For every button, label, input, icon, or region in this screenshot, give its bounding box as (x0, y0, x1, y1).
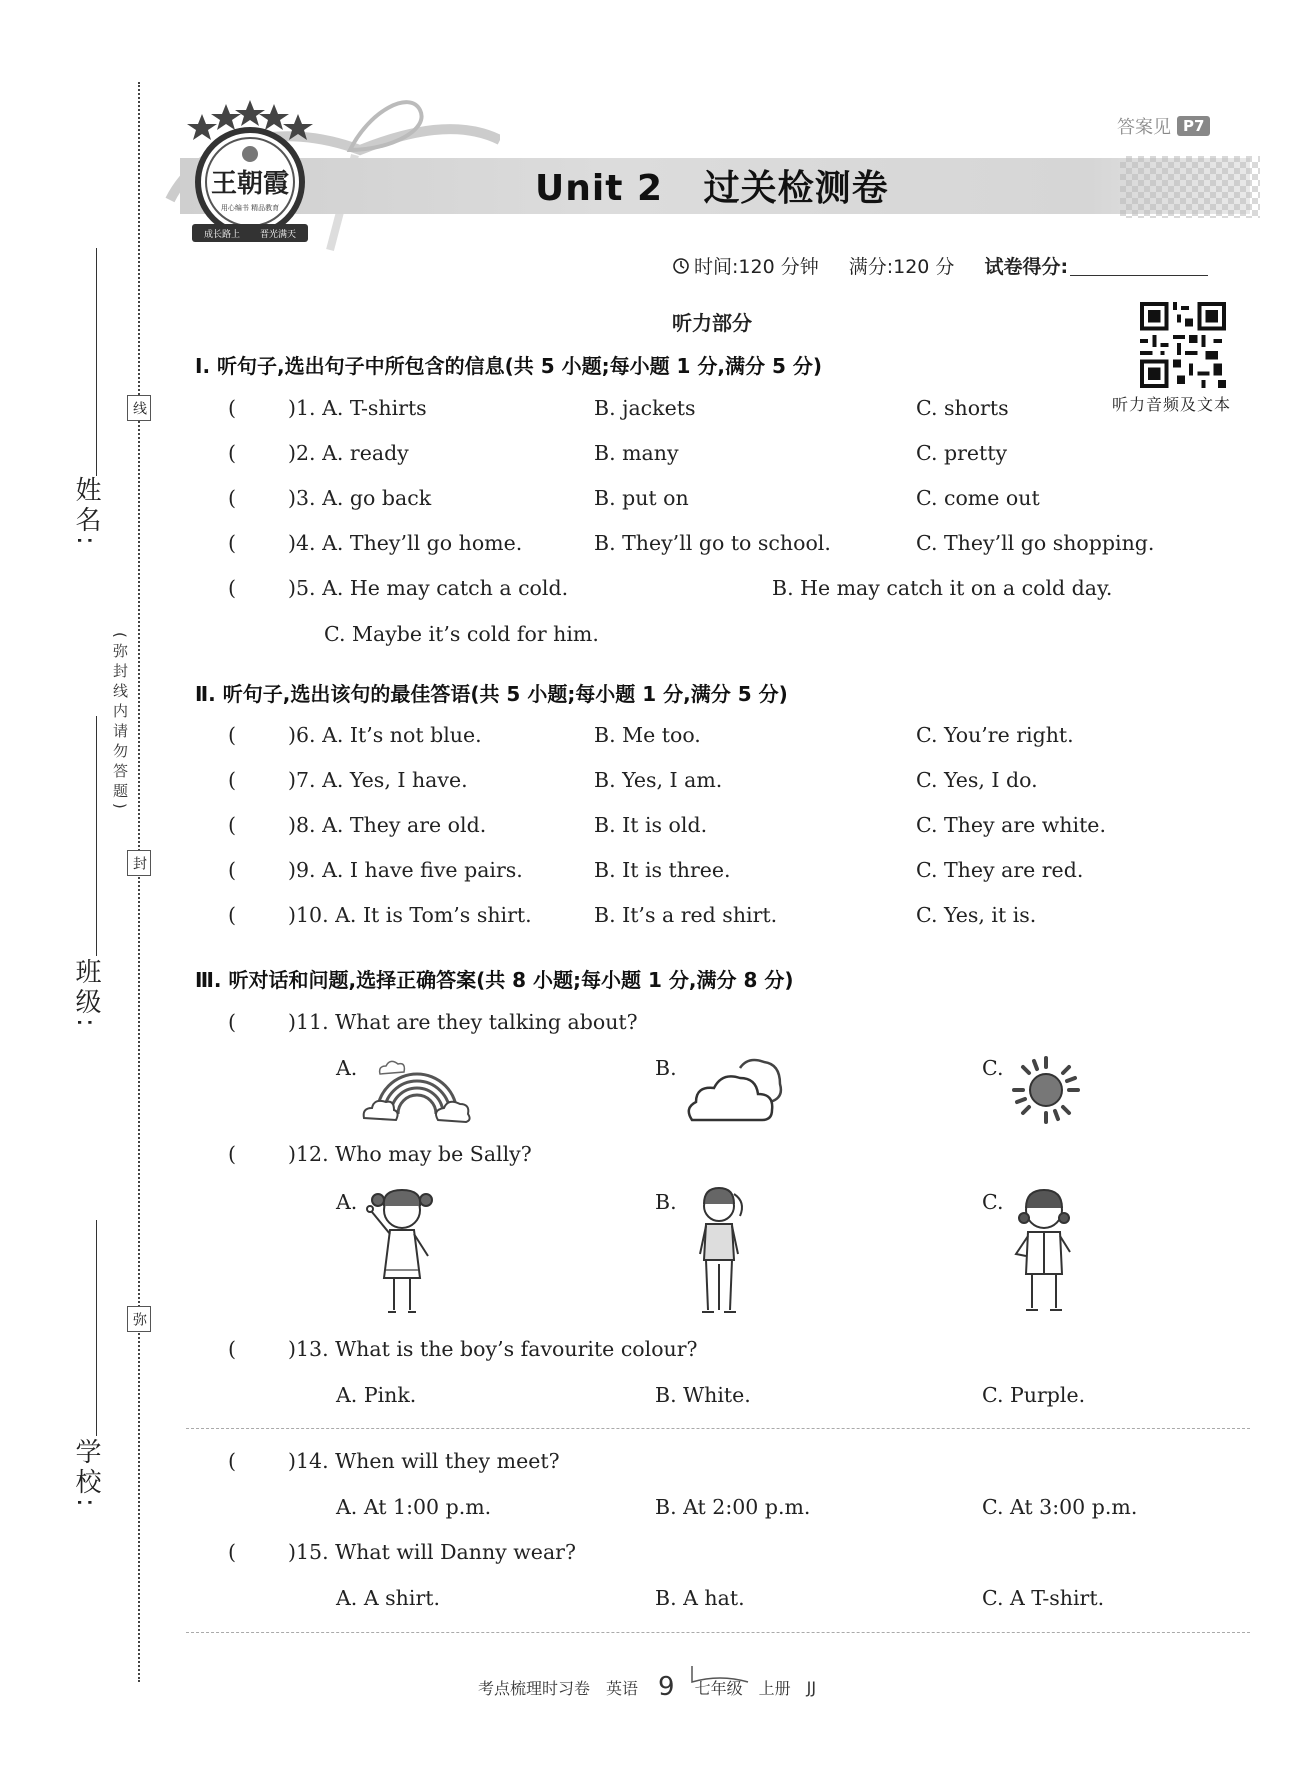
binding-note: (弥封线内请勿答题) (111, 632, 129, 814)
answer-blank[interactable]: ( (228, 441, 236, 465)
q12-option-b-label[interactable]: B. (655, 1190, 677, 1214)
q8-option-a[interactable]: )8. A. They are old. (288, 813, 487, 837)
answer-blank[interactable]: ( (228, 531, 236, 555)
footer-subject: 英语 (606, 1678, 639, 1698)
q11-question: )11. What are they talking about? (288, 1010, 638, 1034)
q15-question: )15. What will Danny wear? (288, 1540, 576, 1564)
q6-option-c[interactable]: C. You’re right. (916, 723, 1074, 747)
listening-part-title: 听力部分 (672, 311, 752, 335)
logo-sub1: 用心编书 精品教育 (220, 204, 280, 212)
q3-option-a[interactable]: )3. A. go back (288, 486, 432, 510)
q12-question: )12. Who may be Sally? (288, 1142, 532, 1166)
logo-sub3: 晋光满天 (259, 230, 297, 240)
seal-mark-seal: 封 (127, 850, 151, 876)
header-checker-pattern (1120, 156, 1260, 218)
answer-blank[interactable]: ( (228, 486, 236, 510)
answer-blank[interactable]: ( (228, 1142, 236, 1166)
exam-full-score: 满分:120 分 (848, 256, 955, 278)
cloud-icon[interactable] (684, 1054, 784, 1126)
exam-time: 时间:120 分钟 (694, 256, 819, 278)
section-1-title: Ⅰ. 听句子,选出句子中所包含的信息(共 5 小题;每小题 1 分,满分 5 分) (195, 354, 823, 378)
footer-edition: JJ (806, 1677, 817, 1697)
q14-option-b[interactable]: B. At 2:00 p.m. (655, 1495, 811, 1519)
answer-ref-text: 答案见 (1117, 117, 1171, 138)
q9-option-b[interactable]: B. It is three. (594, 858, 731, 882)
divider (186, 1428, 1250, 1429)
q1-option-b[interactable]: B. jackets (594, 396, 696, 420)
q12-option-a-label[interactable]: A. (336, 1190, 358, 1214)
publisher-logo (182, 96, 318, 246)
score-label: 试卷得分: (984, 256, 1069, 278)
answer-blank[interactable]: ( (228, 1010, 236, 1034)
girl-in-dress-icon[interactable] (362, 1182, 442, 1322)
rainbow-icon[interactable] (362, 1052, 472, 1126)
q8-option-b[interactable]: B. It is old. (594, 813, 708, 837)
girl-in-coat-icon[interactable] (1004, 1182, 1084, 1322)
q13-option-c[interactable]: C. Purple. (982, 1383, 1086, 1407)
school-label: 学校: (71, 1438, 101, 1511)
answer-blank[interactable]: ( (228, 1337, 236, 1361)
q13-option-a[interactable]: A. Pink. (336, 1383, 417, 1407)
footer-grade: 七年级 (694, 1678, 743, 1698)
answer-blank[interactable]: ( (228, 723, 236, 747)
answer-ref-page: P7 (1177, 116, 1210, 136)
q5-option-c[interactable]: C. Maybe it’s cold for him. (324, 622, 599, 646)
answer-blank[interactable]: ( (228, 768, 236, 792)
divider (186, 1632, 1250, 1633)
answer-blank[interactable]: ( (228, 858, 236, 882)
q10-option-a[interactable]: )10. A. It is Tom’s shirt. (288, 903, 532, 927)
q11-option-a-label[interactable]: A. (336, 1056, 358, 1080)
q15-option-c[interactable]: C. A T-shirt. (982, 1586, 1105, 1610)
page-footer (478, 1672, 816, 1702)
q13-question: )13. What is the boy’s favourite colour? (288, 1337, 698, 1361)
logo-name: 王朝霞 (210, 169, 290, 199)
section-3-title: Ⅲ. 听对话和问题,选择正确答案(共 8 小题;每小题 1 分,满分 8 分) (195, 968, 794, 992)
answer-blank[interactable]: ( (228, 1449, 236, 1473)
q15-option-b[interactable]: B. A hat. (655, 1586, 745, 1610)
answer-blank[interactable]: ( (228, 813, 236, 837)
q7-option-a[interactable]: )7. A. Yes, I have. (288, 768, 468, 792)
q3-option-b[interactable]: B. put on (594, 486, 689, 510)
qr-code-icon[interactable] (1140, 302, 1226, 388)
answer-blank[interactable]: ( (228, 576, 236, 600)
q15-option-a[interactable]: A. A shirt. (336, 1586, 440, 1610)
footer-volume: 上册 (758, 1678, 791, 1698)
exam-info-bar (672, 252, 1208, 279)
q1-option-c[interactable]: C. shorts (916, 396, 1009, 420)
q11-option-b-label[interactable]: B. (655, 1056, 677, 1080)
class-label: 班级: (71, 958, 101, 1031)
q14-option-a[interactable]: A. At 1:00 p.m. (336, 1495, 492, 1519)
q1-option-a[interactable]: )1. A. T-shirts (288, 396, 427, 420)
answer-blank[interactable]: ( (228, 903, 236, 927)
q4-option-b[interactable]: B. They’ll go to school. (594, 531, 831, 555)
q13-option-b[interactable]: B. White. (655, 1383, 751, 1407)
school-write-line[interactable] (96, 1220, 97, 1436)
name-label: 姓名: (71, 476, 101, 549)
binding-dotted-line (138, 82, 140, 1682)
q8-option-c[interactable]: C. They are white. (916, 813, 1106, 837)
q10-option-c[interactable]: C. Yes, it is. (916, 903, 1037, 927)
q14-question: )14. When will they meet? (288, 1449, 560, 1473)
q7-option-c[interactable]: C. Yes, I do. (916, 768, 1038, 792)
name-write-line[interactable] (96, 248, 97, 476)
answer-reference[interactable] (1117, 113, 1210, 139)
q4-option-c[interactable]: C. They’ll go shopping. (916, 531, 1155, 555)
answer-blank[interactable]: ( (228, 396, 236, 420)
page-number-bracket-decoration (690, 1664, 750, 1688)
score-blank[interactable] (1070, 255, 1208, 276)
q9-option-c[interactable]: C. They are red. (916, 858, 1084, 882)
q6-option-b[interactable]: B. Me too. (594, 723, 701, 747)
q5-option-a[interactable]: )5. A. He may catch a cold. (288, 576, 569, 600)
sun-icon[interactable] (1010, 1054, 1082, 1126)
class-write-line[interactable] (96, 716, 97, 956)
qr-label: 听力音频及文本 (1112, 395, 1232, 414)
seal-mark-line: 线 (127, 395, 151, 421)
q3-option-c[interactable]: C. come out (916, 486, 1040, 510)
q12-option-c-label[interactable]: C. (982, 1190, 1004, 1214)
q10-option-b[interactable]: B. It’s a red shirt. (594, 903, 778, 927)
q2-option-c[interactable]: C. pretty (916, 441, 1008, 465)
q2-option-b[interactable]: B. many (594, 441, 679, 465)
seal-mark-tie: 弥 (127, 1306, 151, 1332)
section-2-title: Ⅱ. 听句子,选出该句的最佳答语(共 5 小题;每小题 1 分,满分 5 分) (195, 682, 788, 706)
logo-sub2: 成长路上 (203, 230, 241, 240)
q7-option-b[interactable]: B. Yes, I am. (594, 768, 723, 792)
answer-blank[interactable]: ( (228, 1540, 236, 1564)
page-title: Unit 2 过关检测卷 (535, 168, 889, 209)
page-number: 9 (658, 1672, 675, 1702)
footer-book: 考点梳理时习卷 (478, 1678, 591, 1698)
q6-option-a[interactable]: )6. A. It’s not blue. (288, 723, 482, 747)
q14-option-c[interactable]: C. At 3:00 p.m. (982, 1495, 1138, 1519)
girl-in-shirt-pants-icon[interactable] (684, 1182, 754, 1322)
q11-option-c-label[interactable]: C. (982, 1056, 1004, 1080)
clock-icon (672, 257, 690, 275)
q4-option-a[interactable]: )4. A. They’ll go home. (288, 531, 523, 555)
q2-option-a[interactable]: )2. A. ready (288, 441, 409, 465)
q9-option-a[interactable]: )9. A. I have five pairs. (288, 858, 523, 882)
q5-option-b[interactable]: B. He may catch it on a cold day. (772, 576, 1113, 600)
